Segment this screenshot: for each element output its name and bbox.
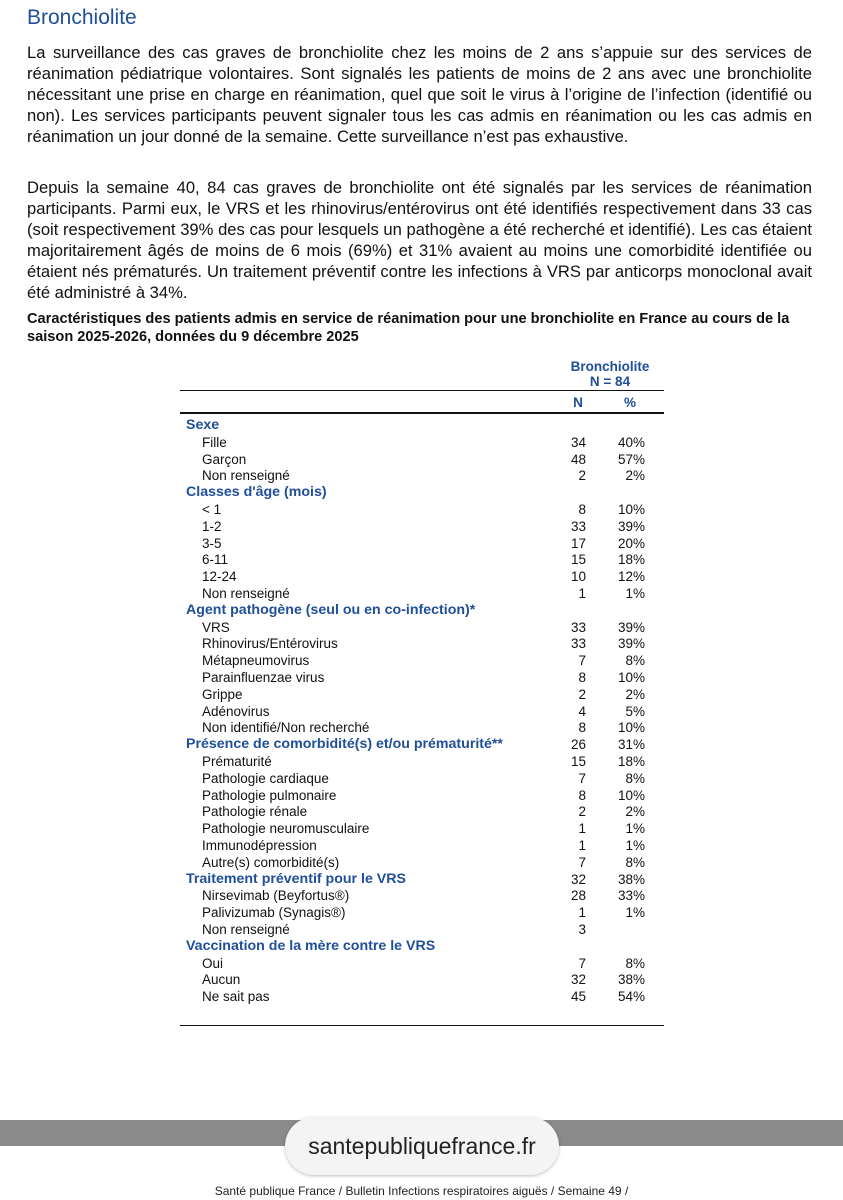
row-label: < 1 (202, 502, 222, 517)
table-row (180, 535, 664, 552)
row-label: Fille (202, 434, 227, 450)
row-label: Oui (202, 955, 224, 971)
row-percent: 10% (617, 720, 645, 736)
table-row (180, 803, 664, 820)
row-count: 8 (578, 670, 586, 685)
table-row (180, 770, 664, 787)
row-count: 2 (578, 804, 586, 820)
table-row (180, 719, 664, 736)
row-label: Pathologie neuromusculaire (202, 821, 370, 837)
row-count: 33 (570, 619, 586, 635)
footer-text: Santé publique France / Bulletin Infections respiratoires aiguës / Semaine 49 / (214, 1184, 629, 1198)
row-count: 7 (578, 770, 586, 786)
row-label: Pathologie pulmonaire (202, 787, 337, 803)
row-count: 8 (578, 502, 586, 517)
row-percent: 10% (617, 502, 645, 517)
row-count: 2 (578, 468, 586, 484)
row-label: Autre(s) comorbidité(s) (202, 854, 340, 870)
row-count: 4 (578, 703, 586, 719)
row-count: 15 (570, 552, 586, 568)
row-label: Non renseigné (202, 586, 290, 601)
row-label: Ne sait pas (202, 989, 270, 1005)
table-row (180, 703, 664, 720)
table-row (180, 753, 664, 770)
row-label: Garçon (202, 451, 247, 467)
row-count: 32 (570, 972, 586, 988)
row-label: Prématurité (202, 754, 272, 769)
row-label: Pathologie cardiaque (202, 770, 329, 786)
row-count: 10 (570, 569, 586, 585)
table-row (180, 434, 664, 451)
row-label: Métapneumovirus (202, 653, 310, 669)
table-row (180, 635, 664, 652)
table-row (180, 686, 664, 703)
category-label: Classes d'âge (mois) (186, 484, 327, 501)
row-count: 33 (570, 636, 586, 652)
table-row (180, 971, 664, 988)
row-percent: 1% (625, 821, 645, 837)
column-pct-header: % (623, 395, 636, 410)
row-count: 17 (570, 535, 586, 551)
paragraph-surveillance: La surveillance des cas graves de bronchiolite chez les moins de 2 ans s’appuie sur des services de réanimation pédiatrique volontaires. Sont signalés les patients de moins de 2 ans avec une bronchiolite nécessitant une prise en charge en réanimation, quel que soit le virus à l’origine de l’infection (identifié ou non). Les services participants peuvent signaler tous les cas admis en réanimation ou les cas admis en réanimation un jour donné de la semaine. Cette surveillance n’est pas exhaustive. (27, 43, 812, 146)
row-count: 8 (578, 787, 586, 803)
table-row (180, 501, 664, 518)
table-category-row (180, 871, 664, 888)
table-category-row (180, 938, 664, 955)
table-row (180, 820, 664, 837)
section-title: Bronchiolite (27, 6, 137, 29)
table-row (180, 652, 664, 669)
row-percent: 1% (625, 838, 645, 853)
row-label: 3-5 (202, 535, 222, 551)
row-label: Immunodépression (202, 838, 317, 853)
row-percent: 38% (617, 871, 645, 887)
row-label: Adénovirus (202, 703, 270, 719)
row-count: 1 (578, 905, 586, 921)
row-percent: 40% (617, 434, 645, 450)
category-label: Traitement préventif pour le VRS (186, 870, 406, 887)
row-label: 12-24 (202, 569, 237, 585)
row-percent: 8% (625, 653, 645, 669)
row-label: 1-2 (202, 518, 222, 534)
row-label: Nirsevimab (Beyfortus®) (202, 888, 350, 904)
row-percent: 10% (617, 787, 645, 803)
row-percent: 2% (625, 686, 645, 702)
row-count: 15 (570, 754, 586, 769)
table-category-row (180, 602, 664, 619)
row-label: 6-11 (202, 552, 229, 568)
column-n-header: N (573, 395, 583, 410)
table-total-header: N = 84 (589, 374, 631, 389)
row-percent: 2% (625, 468, 645, 484)
row-percent: 39% (617, 619, 645, 635)
row-percent: 8% (625, 854, 645, 870)
row-percent: 39% (617, 636, 645, 652)
row-percent: 1% (625, 905, 645, 921)
table-rule-top (180, 390, 664, 391)
row-count: 28 (570, 888, 586, 904)
row-percent: 57% (617, 451, 645, 467)
row-count: 34 (570, 434, 586, 450)
table-caption: Caractéristiques des patients admis en service de réanimation pour une bronchiolite en France au cours de la saison 2025-2026, données du 9 décembre 2025 (27, 311, 790, 345)
table-row (180, 921, 664, 938)
table-row (180, 585, 664, 602)
row-percent: 2% (625, 804, 645, 820)
row-percent: 31% (617, 737, 645, 753)
table-row (180, 887, 664, 904)
site-link[interactable]: santepubliquefrance.fr (285, 1117, 559, 1175)
row-count: 7 (578, 854, 586, 870)
row-count: 8 (578, 720, 586, 736)
table-row (180, 837, 664, 854)
row-label: Parainfluenzae virus (202, 670, 325, 685)
table-row (180, 619, 664, 636)
table-row (180, 669, 664, 686)
row-count: 7 (578, 653, 586, 669)
row-percent: 18% (617, 754, 645, 769)
table-category-row (180, 417, 664, 434)
table-row (180, 988, 664, 1005)
table-group-header: Bronchiolite (570, 359, 650, 374)
row-label: Aucun (202, 972, 241, 988)
row-percent: 12% (617, 569, 645, 585)
row-count: 45 (570, 989, 586, 1005)
row-percent: 8% (625, 955, 645, 971)
row-count: 32 (570, 871, 586, 887)
row-label: VRS (202, 619, 230, 635)
row-percent: 1% (625, 586, 645, 601)
category-label: Sexe (186, 417, 220, 433)
row-percent: 5% (625, 703, 645, 719)
table-row (180, 787, 664, 804)
table-rule-bottom (180, 1025, 664, 1026)
row-percent: 10% (617, 670, 645, 685)
row-count: 7 (578, 955, 586, 971)
row-count: 33 (570, 518, 586, 534)
row-percent: 39% (617, 518, 645, 534)
row-percent: 20% (617, 535, 645, 551)
row-label: Non identifié/Non recherché (202, 720, 370, 736)
row-percent: 18% (617, 552, 645, 568)
category-label: Vaccination de la mère contre le VRS (186, 937, 436, 954)
category-label: Agent pathogène (seul ou en co-infection)* (186, 601, 476, 618)
row-percent: 38% (617, 972, 645, 988)
row-count: 26 (570, 737, 586, 753)
table-row (180, 451, 664, 468)
row-count: 48 (570, 451, 586, 467)
row-percent: 54% (617, 989, 645, 1005)
table-category-row (180, 736, 664, 753)
table-row (180, 904, 664, 921)
table-row (180, 518, 664, 535)
table-row (180, 955, 664, 972)
category-label: Présence de comorbidité(s) et/ou prématurité** (186, 736, 503, 753)
row-count: 1 (578, 586, 586, 601)
paragraph-summary: Depuis la semaine 40, 84 cas graves de bronchiolite ont été signalés par les services de réanimation participants. Parmi eux, le VRS et les rhinovirus/entérovirus ont été identifiés respectivement dans 33 cas (soit respectivement 39% des cas pour lesquels un pathogène a été recherché et identifié). Les cas étaient majoritairement âgés de moins de 6 mois (69%) et 31% avaient au moins une comorbidité identifiée ou étaient nés prématurés. Un traitement préventif contre les infections à VRS par anticorps monoclonal avait été administré à 34%. (27, 178, 812, 302)
table-row (180, 568, 664, 585)
row-count: 1 (578, 838, 586, 853)
row-percent: 33% (617, 888, 645, 904)
row-label: Rhinovirus/Entérovirus (202, 636, 338, 652)
row-label: Pathologie rénale (202, 804, 308, 820)
row-count: 1 (578, 821, 586, 837)
table-rule-header (180, 412, 664, 414)
row-count: 3 (578, 922, 586, 937)
table-category-row (180, 484, 664, 501)
row-label: Grippe (202, 686, 243, 702)
row-label: Non renseigné (202, 468, 290, 484)
row-percent: 8% (625, 770, 645, 786)
table-row (180, 854, 664, 871)
row-label: Palivizumab (Synagis®) (202, 905, 346, 921)
table-row (180, 551, 664, 568)
row-label: Non renseigné (202, 922, 290, 937)
table-row (180, 467, 664, 484)
row-count: 2 (578, 686, 586, 702)
